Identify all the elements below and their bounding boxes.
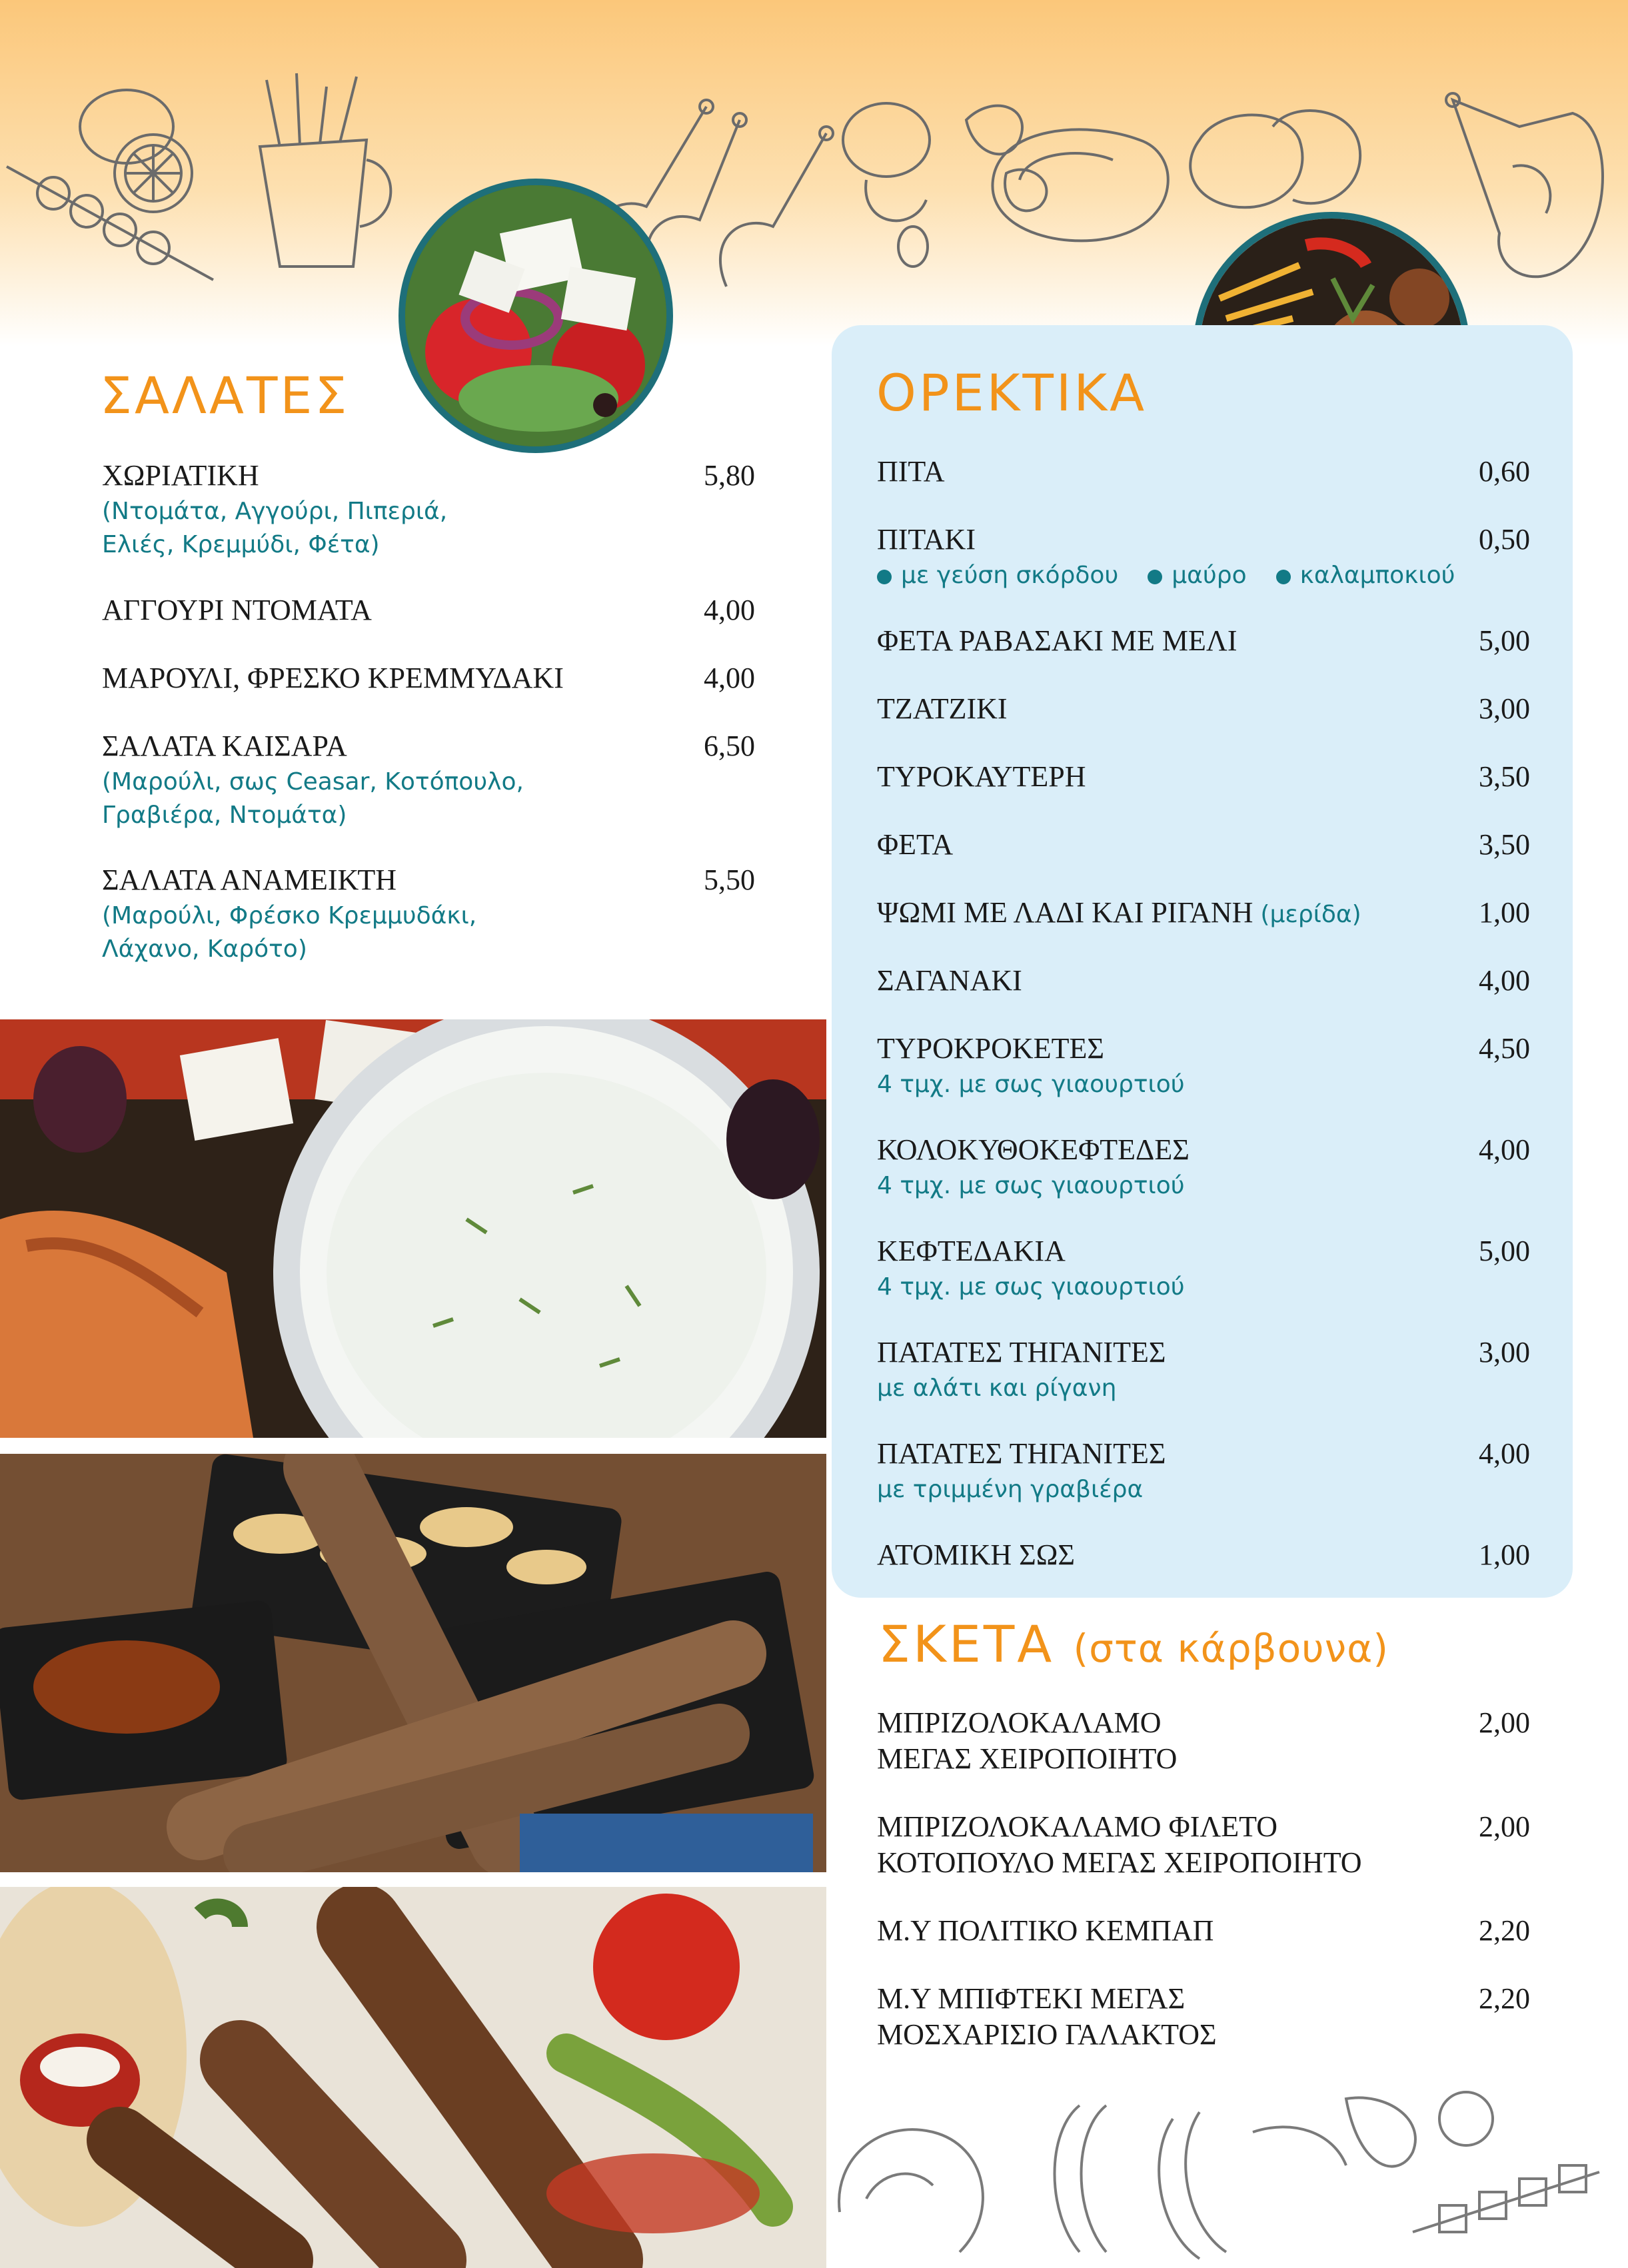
- item-desc: 4 τμχ. με σως γιαουρτιού: [877, 1071, 1185, 1098]
- item-name: ΜΠΡΙΖΟΛΟΚΑΛΑΜΟ ΦΙΛΕΤΟ: [877, 1810, 1278, 1843]
- item-price: 1,00: [1479, 896, 1530, 929]
- item-name-text: ΨΩΜΙ ΜΕ ΛΑΔΙ ΚΑΙ ΡΙΓΑΝΗ: [877, 896, 1253, 929]
- bullet-dot-icon: [1148, 570, 1162, 584]
- item-price: 5,00: [1479, 1235, 1530, 1267]
- item-price: 4,00: [1479, 1133, 1530, 1166]
- item-name: ΚΕΦΤΕΔΑΚΙΑ: [877, 1235, 1066, 1267]
- appetizers-title: ΟΡΕΚΤΙΚΑ: [876, 363, 1148, 422]
- greek-salad-circle-image: [399, 179, 673, 453]
- item-name-line2: ΚΟΤΟΠΟΥΛΟ ΜΕΓΑΣ ΧΕΙΡΟΠΟΙΗΤΟ: [877, 1846, 1362, 1879]
- item-price: 4,50: [1479, 1032, 1530, 1065]
- flavor-options: [877, 558, 1455, 593]
- item-price: 3,50: [1479, 760, 1530, 793]
- item-name: ΠΑΤΑΤΕΣ ΤΗΓΑΝΙΤΕΣ: [877, 1336, 1166, 1369]
- item-inline-desc: (μερίδα): [1260, 901, 1361, 928]
- plain-list: [877, 1704, 1530, 2064]
- item-name-line2: ΜΕΓΑΣ ΧΕΙΡΟΠΟΙΗΤΟ: [877, 1742, 1178, 1775]
- item-name: ΧΩΡΙΑΤΙΚΗ: [102, 459, 259, 492]
- item-price: 2,20: [1479, 1914, 1530, 1947]
- item-name: ΠΑΤΑΤΕΣ ΤΗΓΑΝΙΤΕΣ: [877, 1437, 1166, 1470]
- item-name: ΚΟΛΟΚΥΘΟΚΕΦΤΕΔΕΣ: [877, 1133, 1190, 1166]
- item-price: 0,50: [1479, 523, 1530, 556]
- item-price: 5,00: [1479, 624, 1530, 657]
- item-price: 0,60: [1479, 455, 1530, 488]
- item-price: 4,00: [1479, 964, 1530, 997]
- item-name: ΣΑΛΑΤΑ ΚΑΙΣΑΡΑ: [102, 730, 347, 762]
- flavor-option: με γεύση σκόρδου: [901, 562, 1119, 589]
- item-name: ΦΕΤΑ: [877, 828, 954, 861]
- item-price: 2,00: [1479, 1810, 1530, 1843]
- item-price: 4,00: [704, 662, 755, 694]
- salads-title: ΣΑΛΑΤΕΣ: [100, 366, 350, 425]
- item-price: 2,20: [1479, 1982, 1530, 2015]
- plain-title-main: ΣΚΕΤΑ: [878, 1614, 1055, 1674]
- item-name: ΠΙΤΑΚΙ: [877, 523, 976, 556]
- appetizers-list: [877, 453, 1530, 1579]
- item-name: [877, 894, 1361, 933]
- item-name: ΤΥΡΟΚΡΟΚΕΤΕΣ: [877, 1032, 1104, 1065]
- item-desc: Γραβιέρα, Ντομάτα): [102, 802, 347, 829]
- bullet-dot-icon: [1276, 570, 1291, 584]
- item-desc: Ελιές, Κρεμμύδι, Φέτα): [102, 531, 380, 558]
- bullet-dot-icon: [877, 570, 892, 584]
- item-name: ΠΙΤΑ: [877, 455, 945, 488]
- item-name: Μ.Υ ΜΠΙΦΤΕΚΙ ΜΕΓΑΣ: [877, 1982, 1186, 2015]
- item-name: Μ.Υ ΠΟΛΙΤΙΚΟ ΚΕΜΠΑΠ: [877, 1914, 1214, 1947]
- item-name: ΤΖΑΤΖΙΚΙ: [877, 692, 1008, 725]
- item-desc: 4 τμχ. με σως γιαουρτιού: [877, 1172, 1185, 1199]
- lemon-sketch-icon: [53, 73, 220, 227]
- item-desc: με αλάτι και ρίγανη: [877, 1375, 1117, 1402]
- item-name: ΑΓΓΟΥΡΙ ΝΤΟΜΑΤΑ: [102, 594, 372, 626]
- item-price: 6,50: [704, 730, 755, 762]
- lamb-chop-sketch-icon-right: [1439, 87, 1626, 313]
- item-name: ΑΤΟΜΙΚΗ ΣΩΣ: [877, 1538, 1076, 1571]
- plain-title-sub: (στα κάρβουνα): [1073, 1626, 1389, 1671]
- item-price: 1,00: [1479, 1538, 1530, 1571]
- item-desc: (Μαρούλι, Φρέσκο Κρεμμυδάκι,: [102, 902, 477, 929]
- item-name: ΜΠΡΙΖΟΛΟΚΑΛΑΜΟ: [877, 1706, 1162, 1739]
- item-price: 3,50: [1479, 828, 1530, 861]
- item-price: 4,00: [1479, 1437, 1530, 1470]
- salads-list: [102, 457, 755, 977]
- item-desc: 4 τμχ. με σως γιαουρτιού: [877, 1273, 1185, 1301]
- kebab-photo: [0, 1887, 826, 2268]
- sausage-sketch-icon: [826, 2079, 1626, 2268]
- item-price: 3,00: [1479, 692, 1530, 725]
- plain-title: [878, 1614, 1389, 1674]
- item-name: ΣΑΓΑΝΑΚΙ: [877, 964, 1022, 997]
- fries-sketch-icon: [233, 67, 407, 280]
- item-name-line2: ΜΟΣΧΑΡΙΣΙΟ ΓΑΛΑΚΤΟΣ: [877, 2018, 1217, 2051]
- item-price: 4,00: [704, 594, 755, 626]
- item-name: ΣΑΛΑΤΑ ΑΝΑΜΕΙΚΤΗ: [102, 863, 397, 896]
- tzatziki-photo: [0, 1019, 826, 1438]
- flavor-option: μαύρο: [1172, 562, 1247, 589]
- souvlaki-photo: [0, 1454, 826, 1872]
- item-name: ΜΑΡΟΥΛΙ, ΦΡΕΣΚΟ ΚΡΕΜΜΥΔΑΚΙ: [102, 662, 564, 694]
- item-desc: (Ντομάτα, Αγγούρι, Πιπεριά,: [102, 498, 448, 525]
- item-desc: Λάχανο, Καρότο): [102, 935, 307, 963]
- item-price: 5,80: [704, 459, 755, 492]
- item-name: ΦΕΤΑ ΡΑΒΑΣΑΚΙ ΜΕ ΜΕΛΙ: [877, 624, 1237, 657]
- item-price: 3,00: [1479, 1336, 1530, 1369]
- item-price: 5,50: [704, 863, 755, 896]
- item-desc: με τριμμένη γραβιέρα: [877, 1476, 1144, 1503]
- item-price: 2,00: [1479, 1706, 1530, 1739]
- item-name: ΤΥΡΟΚΑΥΤΕΡΗ: [877, 760, 1086, 793]
- flavor-option: καλαμποκιού: [1299, 562, 1455, 589]
- item-desc: (Μαρούλι, σως Ceasar, Κοτόπουλο,: [102, 768, 524, 796]
